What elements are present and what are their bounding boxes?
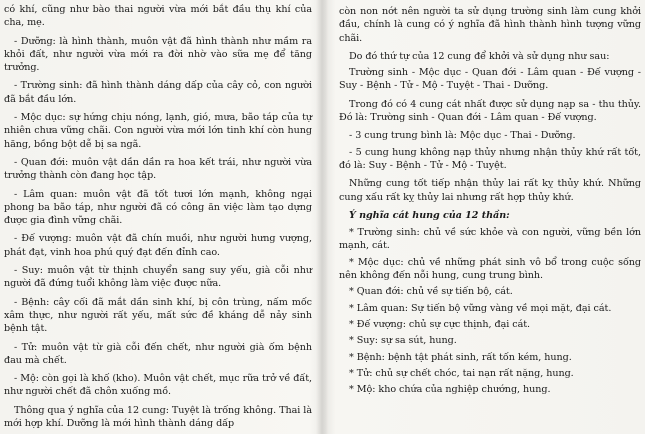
left-page bbox=[0, 0, 318, 434]
left-paragraph: - Mộc dục: sự hứng chịu nóng, lạnh, gió, mưa, bão táp của tự nhiên chưa vững chãi. Con người vừa mới lớn tinh khí còn hung hăng, bồng bột dễ bị sa ngã. bbox=[4, 112, 312, 150]
left-paragraph: - Bệnh: cây cối đã mắt dần sinh khí, bị côn trùng, nấm mốc xâm thực, như người rất yếu, mất sức đề kháng dễ nảy sinh bệnh tật. bbox=[4, 296, 312, 335]
meaning-item: * Bệnh: bệnh tật phát sinh, rất tốn kém, hung. bbox=[349, 351, 572, 363]
left-paragraph: - Suy: muôn vật từ thịnh chuyển sang suy yếu, già cỗi như người đã đứng tuổi không làm việc được nữa. bbox=[4, 265, 312, 290]
five-bad-palaces: - 5 cung hung không nạp thủy nhưng nhận thủy khứ rất tốt, đó là: Suy - Bệnh - Tử - Mộ - Tuyệt. bbox=[339, 146, 641, 171]
right-page bbox=[327, 0, 645, 434]
order-intro: Do đó thứ tự của 12 cung để khởi và sử dụng như sau: bbox=[349, 50, 610, 62]
meaning-item: * Đế vượng: chủ sự cực thịnh, đại cát. bbox=[349, 318, 531, 330]
left-paragraph: - Lâm quan: muôn vật đã tốt tươi lớn mạnh, không ngại phong ba bão táp, như người đã có công ăn việc làm tạo dựng được gia đình vững chãi. bbox=[4, 188, 312, 227]
left-paragraph: - Tử: muôn vật từ già cỗi đến chết, như người già ốm bệnh đau mà chết. bbox=[4, 341, 312, 366]
meaning-item: * Mộ: kho chứa của nghiệp chướng, hung. bbox=[349, 384, 551, 396]
order-list: Trường sinh - Mộc dục - Quan đới - Lâm quan - Đế vượng - Suy - Bệnh - Tử - Mộ - Tuyệt - Thai - Dưỡng. bbox=[339, 67, 641, 92]
right-intro: còn non nớt nên người ta sử dụng trường sinh làm cung khởi đầu, chính là cung có ý nghĩa đã hình thành hình tượng vững chãi. bbox=[339, 6, 641, 44]
left-paragraph: - Đế vượng: muôn vật đã chín muồi, như người hưng vượng, phát đạt, vinh hoa phú quý đạt đến đỉnh cao. bbox=[4, 233, 312, 258]
left-paragraph: - Mộ: còn gọi là khố (kho). Muôn vật chết, mục rữa trở về đất, như người chết đã chôn xuống mồ. bbox=[4, 373, 312, 398]
water-note: Những cung tốt tiếp nhận thủy lai rất kỵ thủy khứ. Những cung xấu rất kỵ thủy lai nhưng rất hợp thủy khứ. bbox=[339, 178, 641, 203]
meaning-item: * Trường sinh: chủ về sức khỏe và con người, vững bền lớn mạnh, cát. bbox=[339, 227, 641, 252]
four-good-palaces: Trong đó có 4 cung cát nhất được sử dụng nạp sa - thu thủy. Đó là: Trường sinh - Quan đới - Lâm quan - Đế vượng. bbox=[339, 98, 641, 124]
three-average-palaces: - 3 cung trung bình là: Mộc dục - Thai - Dưỡng. bbox=[349, 130, 576, 142]
left-paragraph: - Trường sinh: đã hình thành dáng dấp của cây cỏ, con người đã bắt đầu lớn. bbox=[4, 80, 312, 105]
left-paragraph: có khí, cũng như bào thai người vừa mới bắt đầu thụ khí của cha, mẹ. bbox=[4, 4, 312, 29]
left-paragraph: - Quan đới: muôn vật dần dần ra hoa kết trái, như người vừa trưởng thành còn đang học tập. bbox=[4, 156, 312, 182]
left-paragraph: Thông qua ý nghĩa của 12 cung: Tuyệt là trống không. Thai là mới hợp khí. Dưỡng là mới hình thành dáng dấp bbox=[4, 404, 312, 430]
meaning-item: * Suy: sự sa sút, hung. bbox=[349, 335, 457, 347]
meaning-item: * Lâm quan: Sự tiến bộ vững vàng về mọi mặt, đại cát. bbox=[349, 302, 612, 314]
meaning-item: * Mộc dục: chủ về những phát sinh vô bổ trong cuộc sống nên không đến nỗi hung, cung trung bình. bbox=[339, 256, 641, 282]
left-paragraph: - Dưỡng: là hình thành, muôn vật đã hình thành như mầm ra khỏi đất, như người vừa mới ra đời nhờ vào sữa mẹ để tăng trưởng. bbox=[4, 35, 312, 74]
section-heading: Ý nghĩa cát hung của 12 thần: bbox=[349, 209, 510, 221]
meaning-item: * Tử: chủ sự chết chóc, tai nạn rất nặng, hung. bbox=[349, 367, 574, 379]
meaning-item: * Quan đới: chủ về sự tiến bộ, cát. bbox=[349, 286, 513, 298]
